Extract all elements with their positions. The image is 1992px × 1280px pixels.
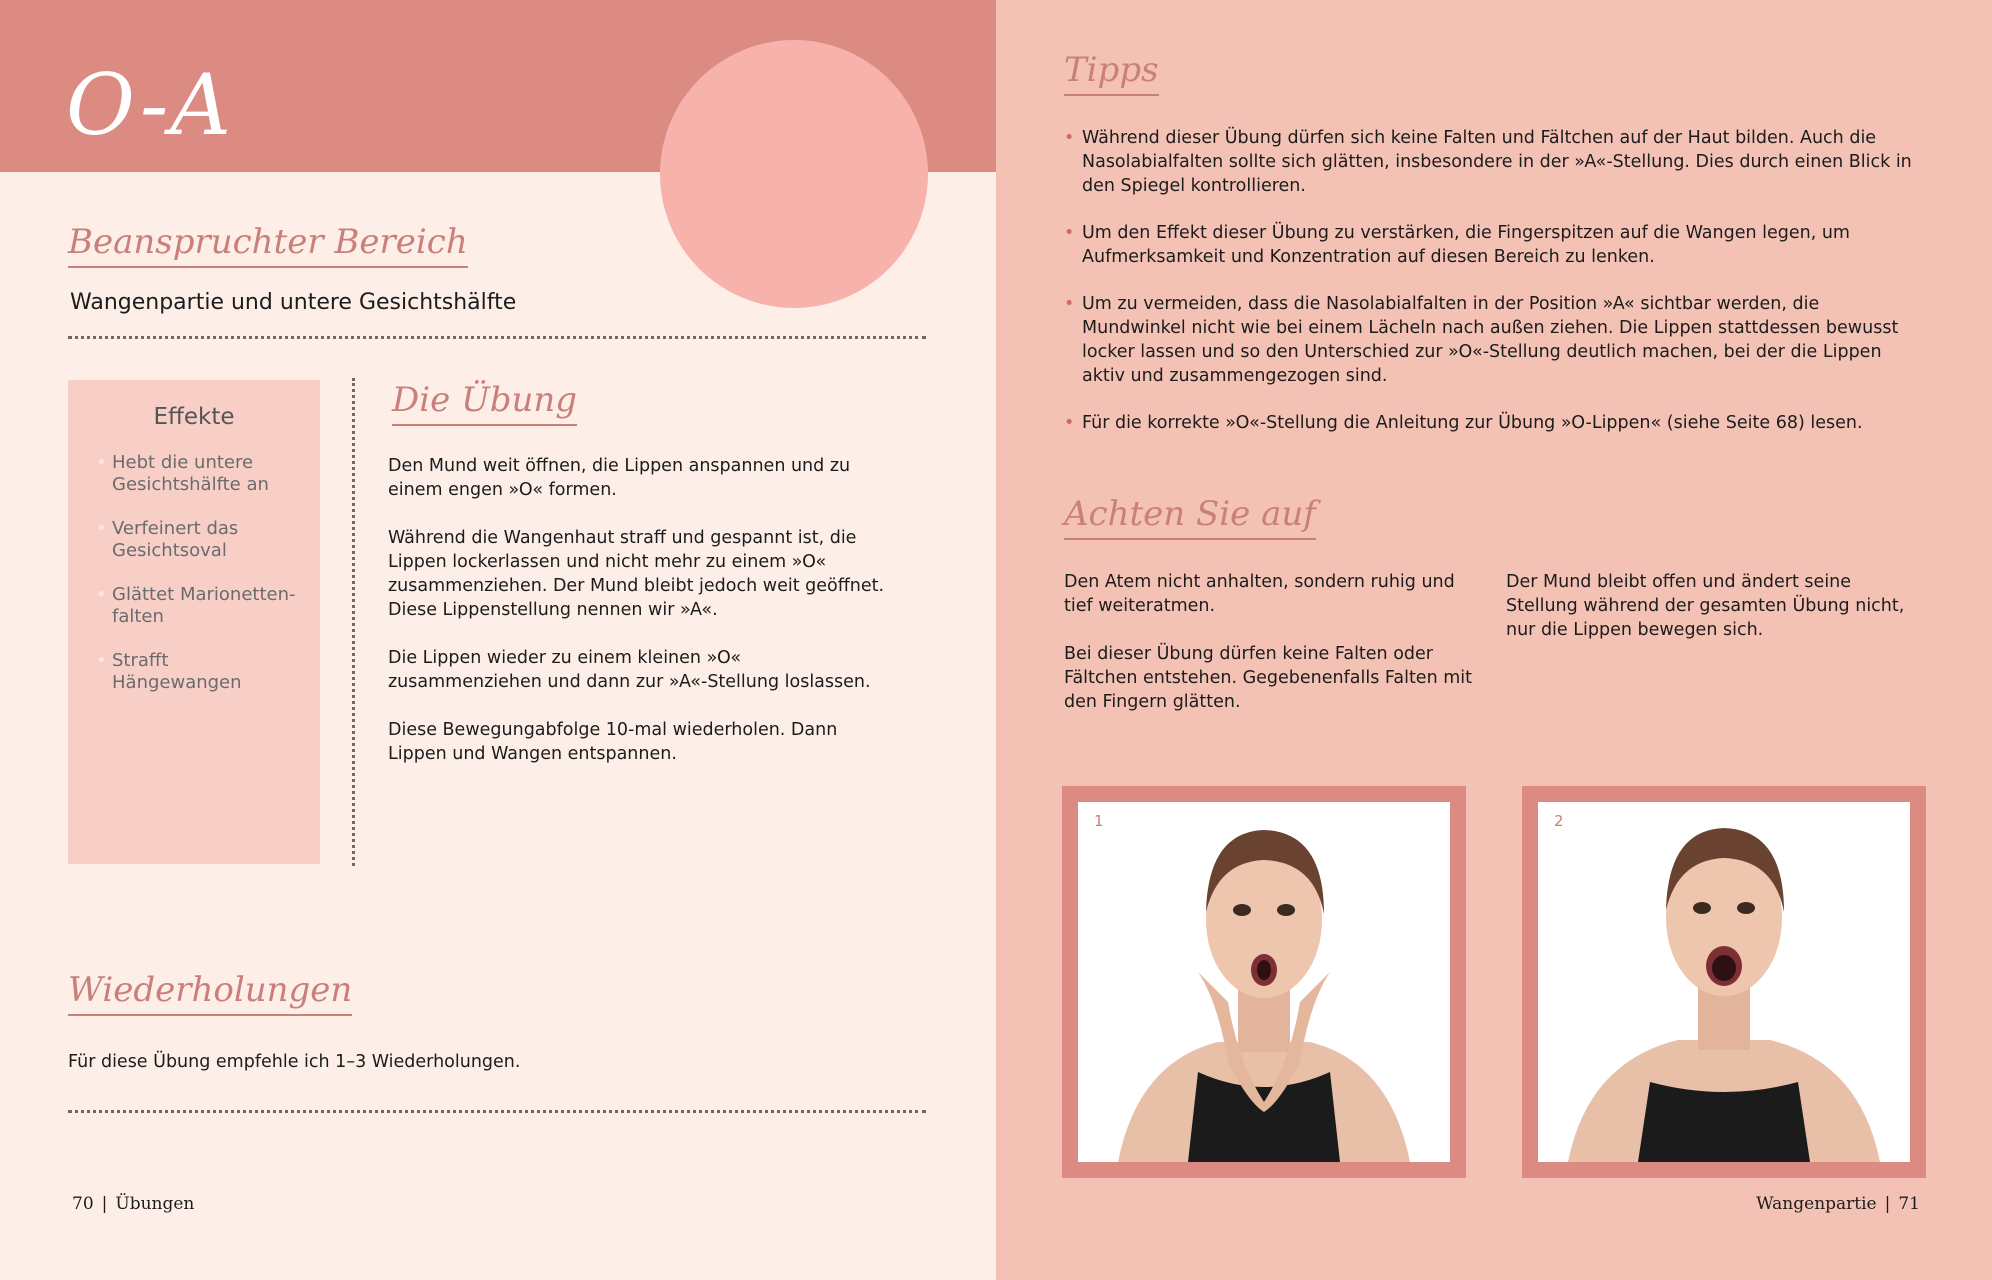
effekte-item: • Glättet Marionetten-falten (86, 584, 302, 628)
effekte-box (68, 380, 320, 864)
achten-paragraph: Bei dieser Übung dürfen keine Falten oder Fältchen entstehen. Gegebenenfalls Falten mit den Fingern glätten. (1064, 644, 1472, 712)
photo-frame-1 (1062, 786, 1466, 1178)
photo-number: 1 (1094, 812, 1104, 830)
uebung-paragraph: Während die Wangenhaut straff und gespannt ist, die Lippen lockerlassen und nicht mehr zu einem »O« zusammenziehen. Der Mund bleibt jedoch weit geöffnet. Diese Lippenstellung nennen wir »A«. (388, 528, 885, 620)
tipps-item: • Während dieser Übung dürfen sich keine Falten und Fältchen auf der Haut bilden. Auch die Nasolabialfalten sollte sich glätten, insbesondere in der »A«-Stellung. Dies durch einen Blick in den Spiegel kontrollieren. (1064, 126, 1924, 198)
achten-paragraph: Der Mund bleibt offen und ändert seine Stellung während der gesamten Übung nicht, nur die Lippen bewegen sich. (1506, 572, 1905, 640)
wiederholungen-heading: Wiederholungen (68, 970, 353, 1010)
page-number: 71 (1898, 1194, 1920, 1214)
footer-section: Übungen (115, 1194, 195, 1214)
effekte-item: • Strafft Hängewangen (86, 650, 302, 694)
dotted-divider (68, 336, 926, 339)
photo-frame-2 (1522, 786, 1926, 1178)
person-a-position-illustration (1538, 802, 1910, 1162)
effekte-list (86, 452, 302, 694)
effekte-item: • Verfeinert das Gesichtsoval (86, 518, 302, 562)
bereich-value: Wangenpartie und untere Gesichtshälfte (70, 290, 517, 315)
uebung-paragraph: Die Lippen wieder zu einem kleinen »O« zusammenziehen und dann zur »A«-Stellung loslassen. (388, 648, 871, 692)
photo-2 (1538, 802, 1910, 1162)
achten-column-2 (1506, 570, 1926, 642)
achten-column-1 (1064, 570, 1484, 738)
footer-separator: | (1884, 1194, 1891, 1214)
uebung-instructions (388, 454, 888, 790)
tipps-item: • Um den Effekt dieser Übung zu verstärken, die Fingerspitzen auf die Wangen legen, um Aufmerksamkeit und Konzentration auf diesen Bereich zu lenken. (1064, 221, 1924, 269)
footer-right (1756, 1194, 1920, 1214)
effekte-item: • Hebt die untere Gesichtshälfte an (86, 452, 302, 496)
uebung-paragraph: Diese Bewegungabfolge 10-mal wiederholen. Dann Lippen und Wangen entspannen. (388, 720, 838, 764)
achten-heading: Achten Sie auf (1064, 494, 1316, 534)
tipps-heading: Tipps (1064, 50, 1159, 90)
uebung-paragraph: Den Mund weit öffnen, die Lippen anspannen und zu einem engen »O« formen. (388, 456, 851, 500)
bereich-heading: Beanspruchter Bereich (68, 222, 468, 262)
dotted-divider (68, 1110, 926, 1113)
footer-separator: | (101, 1194, 108, 1214)
footer-left (72, 1194, 194, 1214)
wiederholungen-heading-block (68, 970, 352, 1016)
footer-section: Wangenpartie (1756, 1194, 1877, 1214)
achten-underline (1064, 538, 1316, 540)
uebung-heading-block (392, 380, 577, 426)
right-page (996, 0, 1992, 1280)
bereich-underline (68, 266, 468, 268)
effekte-title: Effekte (153, 404, 235, 430)
page-number: 70 (72, 1194, 94, 1214)
wiederholungen-text: Für diese Übung empfehle ich 1–3 Wiederholungen. (68, 1052, 521, 1072)
decorative-circle (660, 40, 928, 308)
vertical-dotted-divider (352, 378, 355, 866)
achten-heading-block (1064, 494, 1316, 540)
tipps-item: • Um zu vermeiden, dass die Nasolabialfalten in der Position »A« sichtbar werden, die Mundwinkel nicht wie bei einem Lächeln nach außen ziehen. Die Lippen stattdessen bewusst locker lassen und so den Unterschied zur »O«-Stellung deutlich machen, bei der die Lippen aktiv und zusammengezogen sind. (1064, 292, 1924, 388)
uebung-heading: Die Übung (392, 380, 578, 420)
tipps-heading-block (1064, 50, 1159, 96)
person-o-position-illustration (1078, 802, 1450, 1162)
page-title: O-A (66, 56, 233, 154)
tipps-list (1064, 126, 1924, 458)
uebung-underline (392, 424, 577, 426)
photo-1 (1078, 802, 1450, 1162)
wiederholungen-underline (68, 1014, 352, 1016)
achten-paragraph: Den Atem nicht anhalten, sondern ruhig und tief weiteratmen. (1064, 572, 1455, 616)
photo-number: 2 (1554, 812, 1564, 830)
bereich-heading-block (68, 222, 468, 268)
tipps-item: • Für die korrekte »O«-Stellung die Anleitung zur Übung »O-Lippen« (siehe Seite 68) lesen. (1064, 411, 1924, 435)
tipps-underline (1064, 94, 1159, 96)
